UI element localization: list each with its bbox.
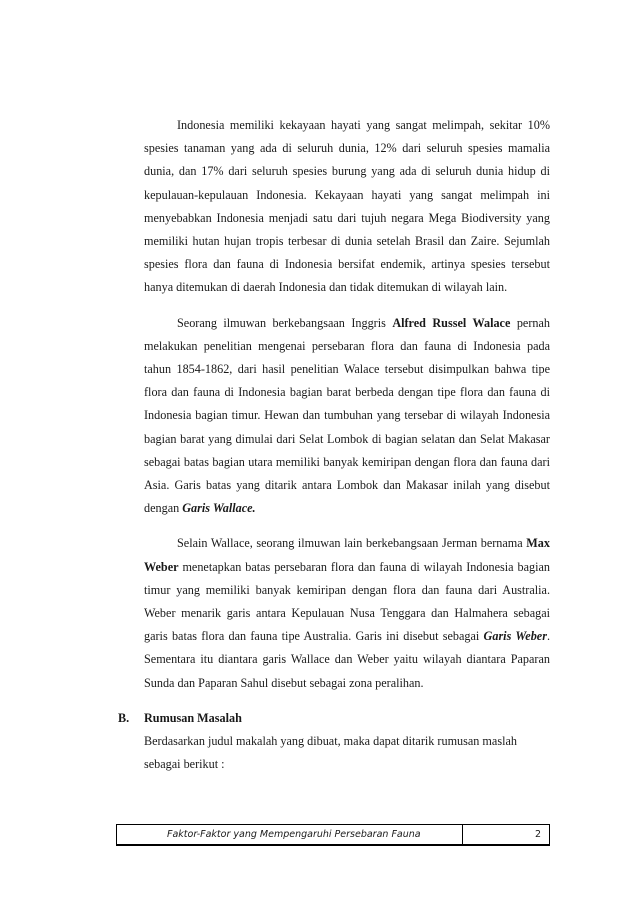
section-heading [118, 707, 550, 730]
paragraph-text: Selain Wallace, seorang ilmuwan lain berkebangsaan Jerman bernama [177, 536, 527, 551]
page-footer [116, 824, 550, 846]
document-body [118, 114, 550, 776]
paragraph-text: . Sementara itu diantara garis Wallace dan Weber yaitu wilayah diantara Paparan Sunda dan Paparan Sahul disebut sebagai zona peralihan. [144, 629, 550, 690]
paragraph-text: menetapkan batas persebaran flora dan fauna di wilayah Indonesia bagian timur yang memiliki banyak kemiripan dengan flora dan fauna dari Australia. Weber menarik garis antara Kepulauan Nusa Tenggara dan Halmahera sebagai garis batas flora dan fauna tipe Australia. Garis ini disebut sebagai [144, 559, 550, 644]
paragraph-text: Indonesia memiliki kekayaan hayati yang sangat melimpah, sekitar 10% spesies tanaman yang ada di seluruh dunia, 12% dari seluruh spesies mamalia dunia, dan 17% dari seluruh spesies burung yang ada di seluruh dunia hidup di kepulauan-kepulauan Indonesia. Kekayaan hayati yang sangat melimpah ini menyebabkan Indonesia menjadi satu dari tujuh negara Mega Biodiversity yang memiliki hutan hujan tropis terbesar di dunia setelah Brasil dan Zaire. Sejumlah spesies flora dan fauna di Indonesia bersifat endemik, artinya spesies tersebut hanya ditemukan di daerah Indonesia dan tidak ditemukan di wilayah lain. [144, 118, 550, 295]
paragraph-text: pernah melakukan penelitian mengenai persebaran flora dan fauna di Indonesia pada tahun 1854-1862, dari hasil penelitian Walace tersebut disimpulkan bahwa tipe flora dan fauna di Indonesia bagian barat berbeda dengan tipe flora dan fauna di Indonesia bagian timur. Hewan dan tumbuhan yang tersebar di wilayah Indonesia bagian barat yang dimulai dari Selat Lombok di bagian selatan dan Selat Makasar sebagai batas bagian utara memiliki banyak kemiripan dengan flora dan fauna dari Asia. Garis batas yang ditarik antara Lombok dan Makasar inilah yang disebut dengan [144, 315, 550, 516]
paragraph-text: Seorang ilmuwan berkebangsaan Inggris [177, 315, 393, 330]
footer-title: Faktor-Faktor yang Mempengaruhi Persebaran Fauna [117, 825, 463, 844]
section-title: Rumusan Masalah [144, 710, 242, 725]
name-wallace: Alfred Russel Walace [392, 315, 511, 330]
name-max-weber: Max Weber [144, 536, 550, 574]
term-garis-wallace: Garis Wallace. [182, 501, 256, 516]
paragraph-wallace [144, 312, 550, 521]
paragraph-biodiversity [144, 114, 550, 300]
page-number: 2 [534, 829, 541, 840]
section-letter: B. [118, 710, 130, 725]
term-garis-weber: Garis Weber [483, 629, 547, 644]
paragraph-weber [144, 532, 550, 694]
section-body: Berdasarkan judul makalah yang dibuat, maka dapat ditarik rumusan maslah sebagai berikut : [144, 734, 517, 772]
